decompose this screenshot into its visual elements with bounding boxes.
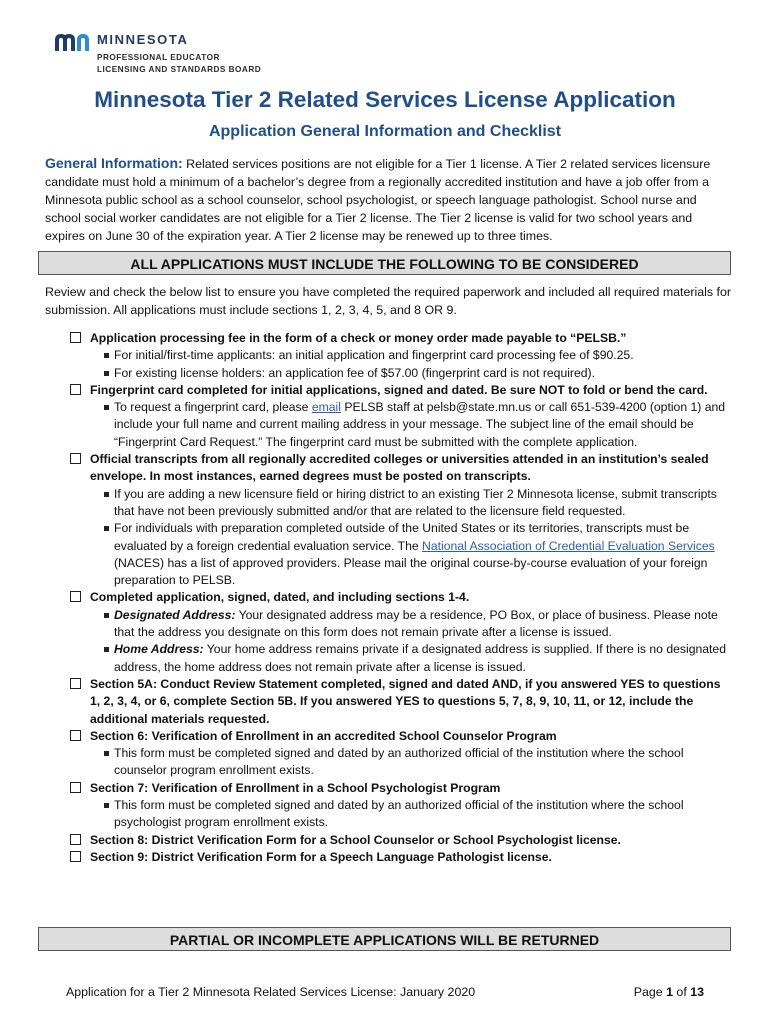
checklist-item-section-7 bbox=[70, 780, 730, 832]
bullet bbox=[114, 607, 730, 642]
logo-line-1: PROFESSIONAL EDUCATOR bbox=[97, 53, 220, 62]
general-information-label: General Information: bbox=[45, 155, 183, 171]
checkbox-application[interactable] bbox=[70, 591, 81, 602]
checkbox-section-7[interactable] bbox=[70, 782, 81, 793]
checkbox-section-9[interactable] bbox=[70, 851, 81, 862]
item-title: Application processing fee in the form of a check or money order made payable to “PELSB.” bbox=[90, 331, 627, 345]
bullet-text: (NACES) has a list of approved providers. Please mail the original course-by-course evaluation of your foreign preparation to PELSB. bbox=[114, 555, 708, 588]
page-number bbox=[634, 985, 704, 999]
general-information bbox=[45, 154, 735, 245]
bullet-text: Your designated address may be a residence, PO Box, or place of business. Please note that the address you designate on this form does not remain private after a license is issued. bbox=[114, 607, 718, 640]
bullet-text: PELSB staff at pelsb@state.mn.us or call 651-539-4200 (option 1) and include your full name and current mailing address in your message. The subject line of the email should be “Fingerprint Card Request.” The fingerprint card must be submitted with the complete application. bbox=[114, 400, 726, 449]
bullet-text: Your home address remains private if a designated address is supplied. If there is no designated address, the home address does not remain private after a license is issued. bbox=[114, 642, 726, 674]
footer-text: Application for a Tier 2 Minnesota Related Services License: January 2020 bbox=[66, 985, 476, 999]
checklist-item-fee bbox=[70, 330, 730, 382]
checkbox-section-5[interactable] bbox=[70, 678, 81, 689]
page-current: 1 bbox=[666, 985, 673, 999]
checkbox-fee[interactable] bbox=[70, 332, 81, 343]
incomplete-banner: PARTIAL OR INCOMPLETE APPLICATIONS WILL BE RETURNED bbox=[38, 927, 731, 951]
logo-line-2: LICENSING AND STANDARDS BOARD bbox=[97, 65, 262, 74]
logo-brand: MINNESOTA bbox=[97, 32, 189, 47]
item-title: Section 5A: Conduct Review Statement completed, signed and dated AND, if you answered YES to questions 1, 2, 3, 4, or 6, complete Section 5B. If you answered YES to questions 5, 7, 8, 9, 10, 11, or 12, include the additional materials requested. bbox=[90, 676, 721, 726]
item-title: Section 7: Verification of Enrollment in a School Psychologist Program bbox=[90, 780, 501, 795]
checkbox-transcripts[interactable] bbox=[70, 453, 81, 464]
checklist-item-transcripts bbox=[70, 451, 730, 589]
bullet: This form must be completed signed and dated by an authorized official of the institution where the school counselor program enrollment exists. bbox=[114, 745, 730, 780]
bullet: This form must be completed signed and dated by an authorized official of the institution where the school psychologist program enrollment exists. bbox=[114, 797, 730, 832]
requirements-banner: ALL APPLICATIONS MUST INCLUDE THE FOLLOWING TO BE CONSIDERED bbox=[38, 251, 731, 275]
checklist-item-section-6 bbox=[70, 728, 730, 780]
checklist-item-section-8 bbox=[70, 832, 730, 849]
email-link[interactable]: email bbox=[311, 400, 341, 415]
naces-link[interactable]: National Association of Credential Evaluation Services bbox=[422, 538, 715, 553]
bullet-text: For individuals with preparation completed outside of the United States or its territories, transcripts must be evaluated by a foreign credential evaluation service. The bbox=[114, 521, 690, 553]
item-title: Section 9: District Verification Form for a Speech Language Pathologist license. bbox=[90, 849, 552, 864]
bullet-label: Home Address: bbox=[114, 642, 204, 657]
checklist bbox=[70, 330, 730, 866]
bullet-label: Designated Address: bbox=[114, 607, 236, 622]
item-title: Completed application, signed, dated, and including sections 1-4. bbox=[90, 590, 470, 605]
bullet bbox=[114, 641, 730, 676]
pelsb-logo bbox=[55, 32, 295, 80]
item-title: Official transcripts from all regionally accredited colleges or universities attended in an institution’s sealed envelope. In most instances, earned degrees must be posted on transcripts. bbox=[90, 452, 709, 484]
of-word: of bbox=[672, 985, 691, 999]
item-title: Section 8: District Verification Form for a School Counselor or School Psychologist license. bbox=[90, 832, 621, 847]
page-subtitle: Application General Information and Checklist bbox=[208, 123, 562, 140]
item-title: Fingerprint card completed for initial applications, signed and dated. Be sure NOT to fold or bend the card. bbox=[90, 382, 708, 397]
item-title: Section 6: Verification of Enrollment in an accredited School Counselor Program bbox=[90, 728, 557, 743]
checklist-item-section-5 bbox=[70, 676, 730, 728]
checkbox-section-8[interactable] bbox=[70, 834, 81, 845]
bullet: For existing license holders: an application fee of $57.00 (fingerprint card is not required). bbox=[114, 365, 730, 382]
checklist-item-fingerprint bbox=[70, 382, 730, 451]
general-information-text: Related services positions are not eligible for a Tier 1 license. A Tier 2 related services licensure candidate must hold a minimum of a bachelor’s degree from a regionally accredited institution and have a job offer from a Minnesota public school as a school counselor, school psychologist, or speech language pathologist. School nurse and school social worker candidates are not eligible for a Tier 2 license. The Tier 2 license is valid for two school years and expires on June 30 of the expiration year. A Tier 2 license may be renewed up to three times. bbox=[45, 157, 711, 243]
bullet bbox=[114, 399, 730, 451]
checkbox-fingerprint[interactable] bbox=[70, 384, 81, 395]
page-total: 13 bbox=[690, 985, 704, 999]
checklist-item-section-9 bbox=[70, 849, 730, 866]
page-word: Page bbox=[633, 985, 667, 999]
checklist-item-application bbox=[70, 589, 730, 675]
bullet bbox=[114, 520, 730, 589]
bullet: If you are adding a new licensure field or hiring district to an existing Tier 2 Minnesota license, submit transcripts that have not been previously submitted and/or that are related to the licensure field requested. bbox=[114, 486, 730, 521]
minnesota-m-logo-icon bbox=[55, 34, 93, 52]
page-title: Minnesota Tier 2 Related Services License Application bbox=[94, 87, 676, 112]
checkbox-section-6[interactable] bbox=[70, 730, 81, 741]
bullet: For initial/first-time applicants: an initial application and fingerprint card processing fee of $90.25. bbox=[114, 347, 730, 364]
checklist-intro: Review and check the below list to ensure you have completed the required paperwork and included all required materials for submission. All applications must include sections 1, 2, 3, 4, 5, and 8 OR 9. bbox=[45, 285, 731, 317]
bullet-text: To request a fingerprint card, please bbox=[114, 400, 312, 415]
